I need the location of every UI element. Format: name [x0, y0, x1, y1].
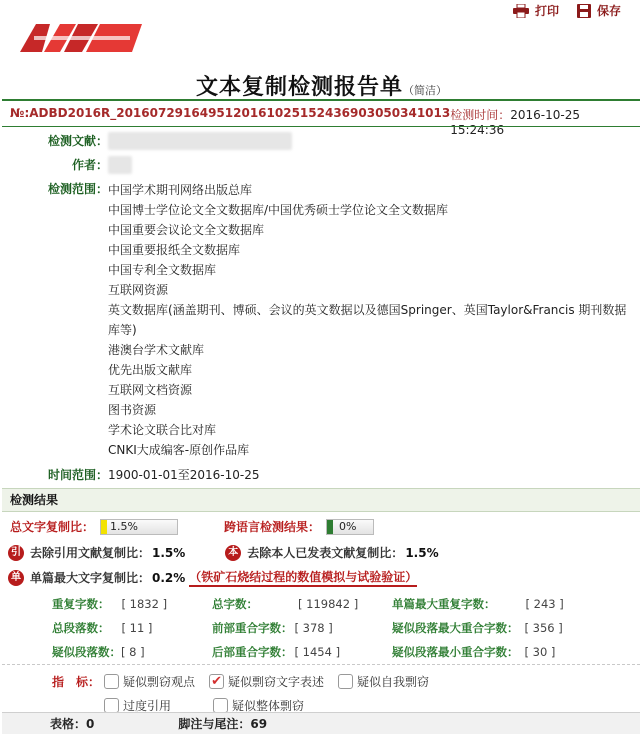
tables-label: 表格： — [50, 717, 87, 731]
top-bar — [0, 0, 643, 70]
ref-badge-icon: 引 — [8, 545, 24, 561]
stat-label: 单篇最大重复字数： — [392, 597, 496, 611]
indicator-panel — [2, 664, 640, 717]
header-actions — [513, 2, 621, 19]
indicator-over-citation[interactable] — [104, 697, 171, 714]
stat-value: [ 30 ] — [524, 645, 556, 659]
cross-lang-value: 0% — [339, 519, 357, 533]
scope-item: 图书资源 — [108, 403, 157, 417]
indicator-item-label: 疑似整体剽窃 — [232, 698, 305, 713]
scope-label: 检测范围： — [47, 182, 108, 196]
single-max-value: 0.2% — [152, 570, 186, 585]
stats-row — [52, 642, 632, 666]
scope-item: 优先出版文献库 — [108, 363, 193, 377]
scope-item: 中国重要报纸全文数据库 — [108, 243, 241, 257]
footer-bar — [2, 712, 640, 734]
doc-row — [10, 132, 640, 150]
checkbox-icon[interactable] — [213, 698, 228, 713]
excl-ref-value: 1.5% — [152, 545, 186, 560]
tables-value: 0 — [86, 716, 95, 731]
detect-time-value: 2016-10-25 15:24:36 — [450, 108, 580, 137]
indicator-wording[interactable] — [209, 673, 324, 690]
stat-value: [ 356 ] — [524, 621, 563, 635]
notes-label: 脚注与尾注： — [178, 717, 251, 731]
indicator-label: 指 标： — [52, 674, 101, 689]
author-label: 作者： — [71, 158, 108, 172]
stat-label: 前部重合字数： — [212, 621, 293, 635]
print-label: 打印 — [534, 4, 559, 18]
report-number: №:ADBD2016R_2016072916495120161025152436903050341013 — [10, 106, 451, 120]
scope-item: 中国重要会议论文全文数据库 — [108, 223, 265, 237]
stats-row — [52, 618, 632, 642]
indicator-viewpoint[interactable] — [104, 673, 195, 690]
stat-label: 总字数： — [212, 597, 258, 611]
single-max-row — [8, 568, 633, 587]
checkbox-checked-icon[interactable]: ✔ — [209, 674, 224, 689]
scope-item: 港澳台学术文献库 — [108, 343, 205, 357]
save-label: 保存 — [596, 4, 621, 18]
stat-value: [ 243 ] — [525, 597, 564, 611]
stat-value: [ 378 ] — [294, 621, 333, 635]
single-max-doc-link[interactable]: （铁矿石烧结过程的数值模拟与试验验证） — [189, 568, 417, 587]
indicator-item-label: 疑似自我剽窃 — [357, 674, 430, 689]
cross-lang-fill — [327, 520, 333, 534]
scope-item: 互联网文档资源 — [108, 383, 193, 397]
amlc-logo — [20, 22, 142, 52]
floppy-disk-icon — [577, 4, 591, 18]
time-range-row — [10, 466, 640, 484]
title-divider — [2, 99, 640, 101]
scope-item: 中国专利全文数据库 — [108, 263, 217, 277]
stats-row — [52, 594, 632, 618]
stat-label: 总段落数： — [52, 621, 110, 635]
print-button[interactable] — [513, 2, 559, 19]
indicator-item-label: 疑似剽窃文字表述 — [228, 674, 325, 689]
stat-label: 后部重合字数： — [212, 645, 293, 659]
scope-item: 学术论文联合比对库 — [108, 423, 217, 437]
author-row — [10, 156, 640, 174]
notes-value: 69 — [250, 716, 268, 731]
exclusion-ratio-row — [8, 544, 633, 561]
stat-value: [ 1454 ] — [294, 645, 341, 659]
scope-row — [10, 180, 640, 460]
total-ratio-label: 总文字复制比： — [10, 520, 95, 534]
indicator-whole[interactable] — [213, 697, 304, 714]
page-title: 文本复制检测报告单 — [195, 75, 403, 100]
excl-ref-label: 去除引用文献复制比： — [30, 546, 151, 560]
time-range-label: 时间范围： — [47, 468, 108, 482]
scope-item: CNKI大成编客-原创作品库 — [108, 443, 250, 457]
indicator-self[interactable] — [338, 673, 429, 690]
printer-icon — [513, 4, 529, 18]
author-value — [108, 156, 132, 174]
single-badge-icon: 单 — [8, 570, 24, 586]
report-title-row — [0, 70, 643, 101]
indicator-item-label: 疑似剽窃观点 — [123, 674, 196, 689]
time-range-value: 1900-01-01至2016-10-25 — [108, 468, 260, 482]
single-max-label: 单篇最大文字复制比： — [30, 571, 151, 585]
scope-list — [108, 180, 628, 460]
save-button[interactable] — [577, 2, 621, 19]
total-ratio-value: 1.5% — [110, 519, 138, 533]
scope-item: 英文数据库(涵盖期刊、博硕、会议的英文数据以及德国Springer、英国Taylor&Francis 期刊数据库等) — [108, 303, 627, 337]
stat-label: 疑似段落最小重合字数： — [392, 645, 519, 659]
stat-value: [ 8 ] — [121, 645, 145, 659]
indicator-item-label: 过度引用 — [123, 698, 172, 713]
stat-label: 疑似段落数： — [52, 645, 121, 659]
stats-grid — [52, 594, 632, 666]
cross-lang-bar — [326, 519, 374, 535]
stat-value: [ 11 ] — [121, 621, 153, 635]
checkbox-icon[interactable] — [338, 674, 353, 689]
stat-label: 重复字数： — [52, 597, 110, 611]
detect-time-label: 检测时间： — [450, 108, 511, 122]
stat-value: [ 119842 ] — [298, 597, 359, 611]
total-ratio-fill — [101, 520, 107, 534]
checkbox-icon[interactable] — [104, 674, 119, 689]
document-info — [10, 132, 640, 490]
scope-item: 互联网资源 — [108, 283, 169, 297]
ratio-row — [10, 518, 630, 535]
scope-item: 中国学术期刊网络出版总库 — [108, 183, 253, 197]
cross-lang-label: 跨语言检测结果： — [224, 520, 321, 534]
scope-item: 中国博士学位论文全文数据库/中国优秀硕士学位论文全文数据库 — [108, 203, 449, 217]
stat-label: 疑似段落最大重合字数： — [392, 621, 519, 635]
id-divider — [2, 126, 640, 127]
total-ratio-bar — [100, 519, 178, 535]
excl-self-label: 去除本人已发表文献复制比： — [247, 546, 404, 560]
stat-value: [ 1832 ] — [121, 597, 168, 611]
excl-self-value: 1.5% — [405, 545, 439, 560]
doc-title-value — [108, 132, 292, 150]
results-section-header: 检测结果 — [2, 488, 640, 512]
checkbox-icon[interactable] — [104, 698, 119, 713]
page-title-sub: （简洁） — [403, 84, 447, 97]
self-badge-icon: 本 — [225, 545, 241, 561]
doc-label: 检测文献： — [47, 134, 108, 148]
indicator-row — [2, 669, 640, 693]
